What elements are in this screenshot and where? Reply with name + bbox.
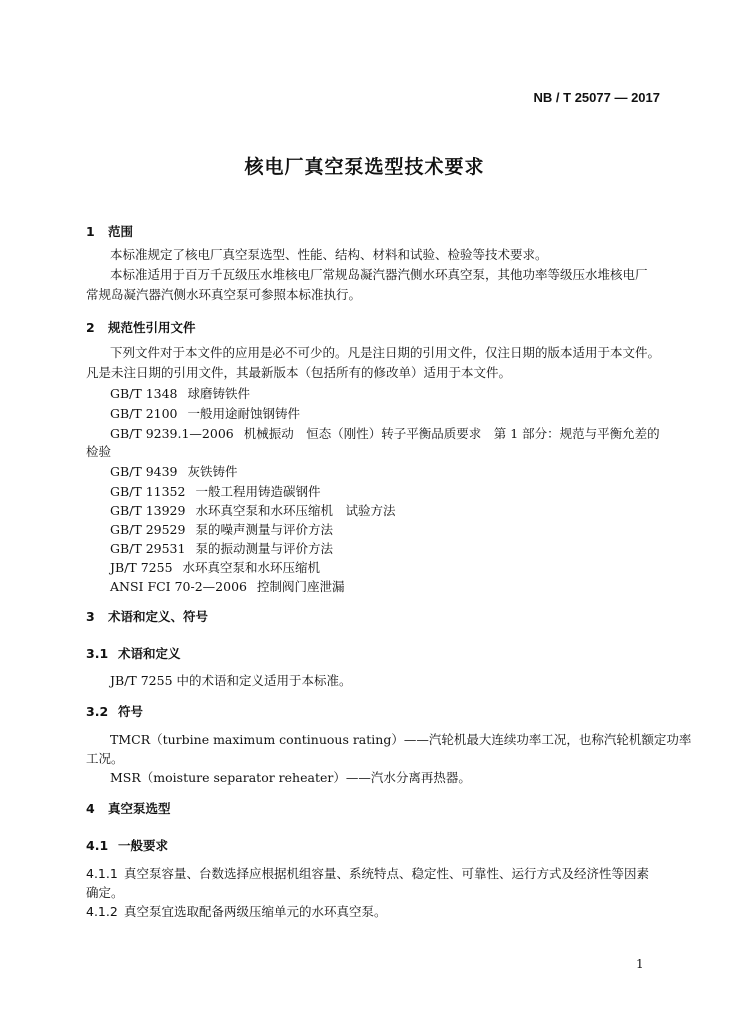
clause-number: 4.1.1 bbox=[86, 866, 118, 881]
subsection-4-1-heading bbox=[86, 836, 168, 854]
reference-code: GB/T 9439 bbox=[110, 464, 178, 479]
section-number: 4 bbox=[86, 801, 95, 816]
standard-number: NB / T 25077 — 2017 bbox=[533, 90, 660, 105]
subsection-title: 符号 bbox=[118, 704, 144, 719]
reference-title: 灰铁铸件 bbox=[187, 464, 238, 479]
subsection-3-2-heading bbox=[86, 702, 143, 720]
reference-code: GB/T 29529 bbox=[110, 522, 186, 537]
reference-title: 一般用途耐蚀钢铸件 bbox=[187, 406, 301, 421]
reference-item bbox=[110, 404, 300, 422]
symbol-definition-msr: MSR（moisture separator reheater）——汽水分离再热器。 bbox=[110, 770, 471, 785]
reference-code: ANSI FCI 70-2—2006 bbox=[110, 579, 247, 594]
subsection-number: 3.2 bbox=[86, 704, 109, 719]
subsection-3-1-heading bbox=[86, 644, 181, 662]
section-number: 1 bbox=[86, 224, 95, 239]
reference-title: 泵的振动测量与评价方法 bbox=[195, 541, 333, 556]
reference-title: 水环真空泵和水环压缩机 bbox=[182, 560, 321, 575]
reference-title: 水环真空泵和水环压缩机 试验方法 bbox=[195, 503, 396, 518]
reference-item bbox=[110, 384, 250, 402]
section-title: 规范性引用文件 bbox=[108, 320, 196, 335]
clause-text: 真空泵容量、台数选择应根据机组容量、系统特点、稳定性、可靠性、运行方式及经济性等因素 bbox=[124, 866, 650, 881]
section-title: 真空泵选型 bbox=[108, 801, 171, 816]
reference-item bbox=[110, 482, 320, 500]
section-title: 范围 bbox=[108, 224, 134, 239]
reference-code: GB/T 29531 bbox=[110, 541, 186, 556]
paragraph-continuation: 工况。 bbox=[86, 751, 124, 766]
paragraph: 下列文件对于本文件的应用是必不可少的。凡是注日期的引用文件，仅注日期的版本适用于本文件。 bbox=[110, 345, 661, 360]
reference-item bbox=[110, 462, 238, 480]
subsection-title: 一般要求 bbox=[118, 838, 169, 853]
paragraph: 本标准适用于百万千瓦级压水堆核电厂常规岛凝汽器汽侧水环真空泵，其他功率等级压水堆核电厂 bbox=[110, 267, 648, 282]
section-1-heading bbox=[86, 222, 133, 240]
paragraph-continuation: 凡是未注日期的引用文件，其最新版本（包括所有的修改单）适用于本文件。 bbox=[86, 365, 512, 380]
reference-code: GB/T 11352 bbox=[110, 484, 186, 499]
reference-code: GB/T 9239.1—2006 bbox=[110, 426, 234, 441]
reference-item bbox=[110, 424, 660, 442]
reference-continuation: 检验 bbox=[86, 444, 112, 459]
clause-text: 真空泵宜选取配备两级压缩单元的水环真空泵。 bbox=[124, 904, 387, 919]
reference-title: 一般工程用铸造碳钢件 bbox=[195, 484, 321, 499]
reference-code: GB/T 2100 bbox=[110, 406, 178, 421]
reference-code: GB/T 13929 bbox=[110, 503, 186, 518]
section-2-heading bbox=[86, 318, 196, 336]
symbol-definition-tmcr: TMCR（turbine maximum continuous rating）——汽轮机最大连续功率工况，也称汽轮机额定功率 bbox=[110, 732, 692, 747]
clause-4-1-1 bbox=[86, 864, 649, 883]
paragraph-continuation: 常规岛凝汽器汽侧水环真空泵可参照本标准执行。 bbox=[86, 287, 362, 302]
reference-title: 球磨铸铁件 bbox=[187, 386, 251, 401]
subsection-title: 术语和定义 bbox=[118, 646, 181, 661]
paragraph-continuation: 确定。 bbox=[86, 885, 124, 900]
reference-code: JB/T 7255 bbox=[110, 560, 173, 575]
reference-title: 控制阀门座泄漏 bbox=[256, 579, 345, 594]
subsection-number: 3.1 bbox=[86, 646, 109, 661]
subsection-number: 4.1 bbox=[86, 838, 109, 853]
reference-title: 泵的噪声测量与评价方法 bbox=[195, 522, 333, 537]
reference-code: GB/T 1348 bbox=[110, 386, 178, 401]
page-number: 1 bbox=[636, 957, 644, 971]
reference-title: 机械振动 恒态（刚性）转子平衡品质要求 第 1 部分：规范与平衡允差的 bbox=[243, 426, 660, 441]
clause-4-1-2 bbox=[86, 902, 387, 921]
reference-item bbox=[110, 520, 333, 538]
reference-item bbox=[110, 539, 333, 557]
section-title: 术语和定义、符号 bbox=[108, 609, 209, 624]
section-4-heading bbox=[86, 799, 171, 817]
reference-item bbox=[110, 577, 345, 595]
reference-item bbox=[110, 558, 320, 576]
section-number: 2 bbox=[86, 320, 95, 335]
paragraph: 本标准规定了核电厂真空泵选型、性能、结构、材料和试验、检验等技术要求。 bbox=[110, 247, 548, 262]
document-title: 核电厂真空泵选型技术要求 bbox=[244, 156, 485, 178]
reference-item bbox=[110, 501, 395, 519]
section-3-heading bbox=[86, 607, 208, 625]
paragraph: JB/T 7255 中的术语和定义适用于本标准。 bbox=[110, 673, 352, 688]
section-number: 3 bbox=[86, 609, 95, 624]
clause-number: 4.1.2 bbox=[86, 904, 118, 919]
